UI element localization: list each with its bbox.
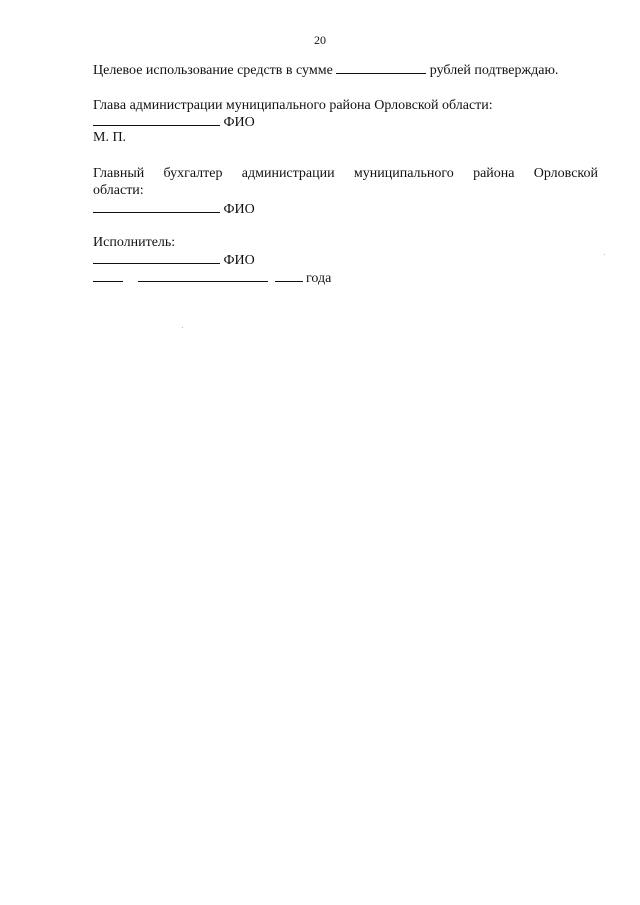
confirmation-suffix: рублей подтверждаю.	[429, 63, 559, 78]
executor-signature-blank[interactable]	[93, 251, 220, 264]
scan-speck	[182, 327, 183, 328]
head-title: Главa администрации муниципального района Орловской области:	[93, 98, 493, 113]
seal-label: М. П.	[93, 130, 127, 145]
scan-speck	[604, 254, 605, 255]
executor-signature-line	[93, 251, 255, 269]
year-label: года	[306, 271, 332, 286]
executor-date-line	[93, 269, 331, 287]
accountant-signature-blank[interactable]	[93, 200, 220, 213]
accountant-signature-line	[93, 200, 255, 218]
head-fio-label: ФИО	[223, 115, 255, 130]
accountant-title-continued: области:	[93, 183, 144, 198]
head-signature-blank[interactable]	[93, 113, 220, 126]
date-month-blank[interactable]	[138, 269, 268, 282]
confirmation-prefix: Целевое использование средств в сумме	[93, 63, 333, 78]
accountant-title: Главный бухгалтер администрации муниципального района Орловской	[93, 166, 598, 181]
date-day-blank[interactable]	[93, 269, 123, 282]
page-number: 20	[314, 33, 326, 47]
executor-fio-label: ФИО	[223, 253, 255, 268]
amount-blank[interactable]	[336, 61, 426, 74]
confirmation-line	[93, 61, 558, 79]
date-year-blank[interactable]	[275, 269, 303, 282]
accountant-fio-label: ФИО	[223, 202, 255, 217]
executor-title: Исполнитель:	[93, 235, 176, 250]
